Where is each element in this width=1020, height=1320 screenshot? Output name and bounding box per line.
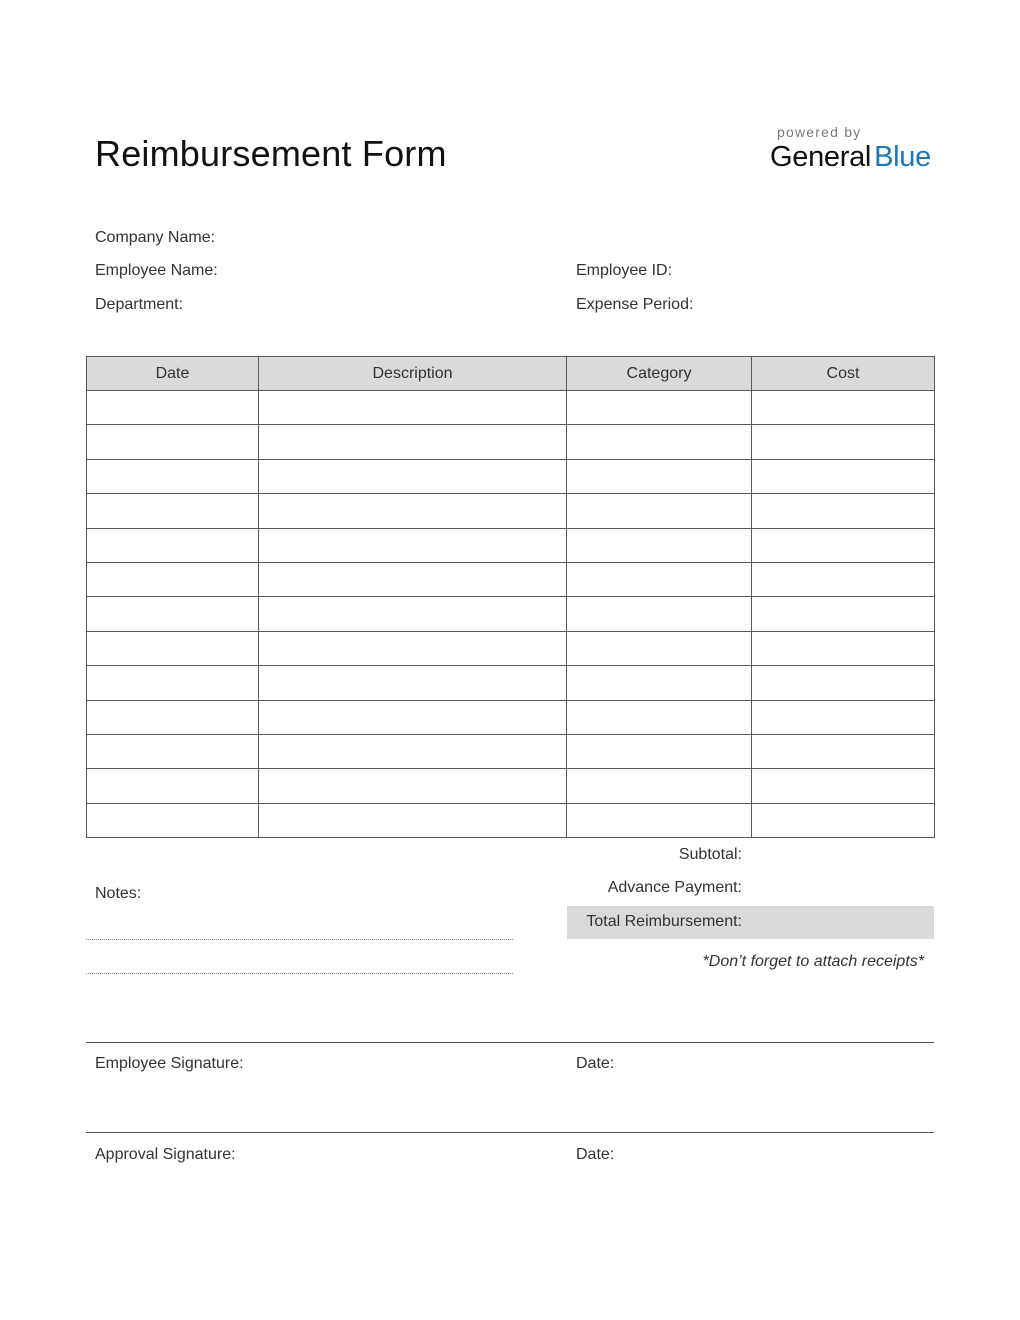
description-cell[interactable] xyxy=(259,734,567,768)
date-cell[interactable] xyxy=(87,597,259,631)
table-row xyxy=(87,425,935,459)
table-row xyxy=(87,494,935,528)
category-cell[interactable] xyxy=(567,803,752,837)
category-cell[interactable] xyxy=(567,769,752,803)
date-cell[interactable] xyxy=(87,459,259,493)
table-row xyxy=(87,803,935,837)
expense-period-label: Expense Period: xyxy=(576,296,694,313)
cost-cell[interactable] xyxy=(752,769,935,803)
category-cell[interactable] xyxy=(567,494,752,528)
cost-cell[interactable] xyxy=(752,803,935,837)
description-cell[interactable] xyxy=(259,425,567,459)
cost-cell[interactable] xyxy=(752,562,935,596)
receipts-reminder: *Don’t forget to attach receipts* xyxy=(702,953,924,970)
department-label: Department: xyxy=(95,296,184,313)
cost-cell[interactable] xyxy=(752,528,935,562)
cost-cell[interactable] xyxy=(752,631,935,665)
approval-signature-label: Approval Signature: xyxy=(95,1146,236,1163)
subtotal-label: Subtotal: xyxy=(678,846,742,863)
table-row xyxy=(87,391,935,425)
table-row xyxy=(87,528,935,562)
cost-cell[interactable] xyxy=(752,459,935,493)
table-row xyxy=(87,769,935,803)
date-cell[interactable] xyxy=(87,528,259,562)
brand-blue: Blue xyxy=(874,141,931,173)
description-cell[interactable] xyxy=(259,700,567,734)
company-name-label: Company Name: xyxy=(95,229,216,246)
page-title: Reimbursement Form xyxy=(95,133,447,174)
cost-cell[interactable] xyxy=(752,494,935,528)
notes-line-1[interactable] xyxy=(86,939,513,940)
brand-logo xyxy=(770,141,931,174)
powered-by-label: powered by xyxy=(777,124,862,140)
description-cell[interactable] xyxy=(259,459,567,493)
table-header-row xyxy=(87,357,935,391)
signature-divider-2 xyxy=(86,1132,934,1133)
table-row xyxy=(87,597,935,631)
category-cell[interactable] xyxy=(567,562,752,596)
employee-id-label: Employee ID: xyxy=(576,262,673,279)
date-cell[interactable] xyxy=(87,631,259,665)
table-row xyxy=(87,666,935,700)
table-row xyxy=(87,631,935,665)
category-cell[interactable] xyxy=(567,391,752,425)
category-cell[interactable] xyxy=(567,734,752,768)
total-reimbursement-label: Total Reimbursement: xyxy=(586,913,742,930)
employee-signature-label: Employee Signature: xyxy=(95,1055,244,1072)
category-cell[interactable] xyxy=(567,597,752,631)
signature-divider-1 xyxy=(86,1042,934,1043)
column-header-date: Date xyxy=(87,357,259,391)
category-cell[interactable] xyxy=(567,666,752,700)
description-cell[interactable] xyxy=(259,803,567,837)
date-cell[interactable] xyxy=(87,562,259,596)
advance-payment-label: Advance Payment: xyxy=(607,879,742,896)
category-cell[interactable] xyxy=(567,425,752,459)
notes-label: Notes: xyxy=(95,885,142,902)
date-cell[interactable] xyxy=(87,666,259,700)
description-cell[interactable] xyxy=(259,666,567,700)
cost-cell[interactable] xyxy=(752,391,935,425)
category-cell[interactable] xyxy=(567,528,752,562)
approval-date-label: Date: xyxy=(576,1146,615,1163)
table-row xyxy=(87,734,935,768)
table-row xyxy=(87,562,935,596)
cost-cell[interactable] xyxy=(752,734,935,768)
employee-date-label: Date: xyxy=(576,1055,615,1072)
column-header-category: Category xyxy=(567,357,752,391)
date-cell[interactable] xyxy=(87,494,259,528)
cost-cell[interactable] xyxy=(752,597,935,631)
description-cell[interactable] xyxy=(259,494,567,528)
description-cell[interactable] xyxy=(259,562,567,596)
table-row xyxy=(87,700,935,734)
date-cell[interactable] xyxy=(87,734,259,768)
date-cell[interactable] xyxy=(87,803,259,837)
cost-cell[interactable] xyxy=(752,666,935,700)
employee-name-label: Employee Name: xyxy=(95,262,218,279)
description-cell[interactable] xyxy=(259,769,567,803)
category-cell[interactable] xyxy=(567,459,752,493)
date-cell[interactable] xyxy=(87,425,259,459)
date-cell[interactable] xyxy=(87,391,259,425)
description-cell[interactable] xyxy=(259,391,567,425)
date-cell[interactable] xyxy=(87,700,259,734)
table-row xyxy=(87,459,935,493)
cost-cell[interactable] xyxy=(752,425,935,459)
brand-general: General xyxy=(770,141,872,173)
column-header-cost: Cost xyxy=(752,357,935,391)
category-cell[interactable] xyxy=(567,700,752,734)
category-cell[interactable] xyxy=(567,631,752,665)
expense-table xyxy=(86,356,935,838)
description-cell[interactable] xyxy=(259,528,567,562)
notes-line-2[interactable] xyxy=(86,973,513,974)
description-cell[interactable] xyxy=(259,631,567,665)
date-cell[interactable] xyxy=(87,769,259,803)
cost-cell[interactable] xyxy=(752,700,935,734)
column-header-description: Description xyxy=(259,357,567,391)
description-cell[interactable] xyxy=(259,597,567,631)
